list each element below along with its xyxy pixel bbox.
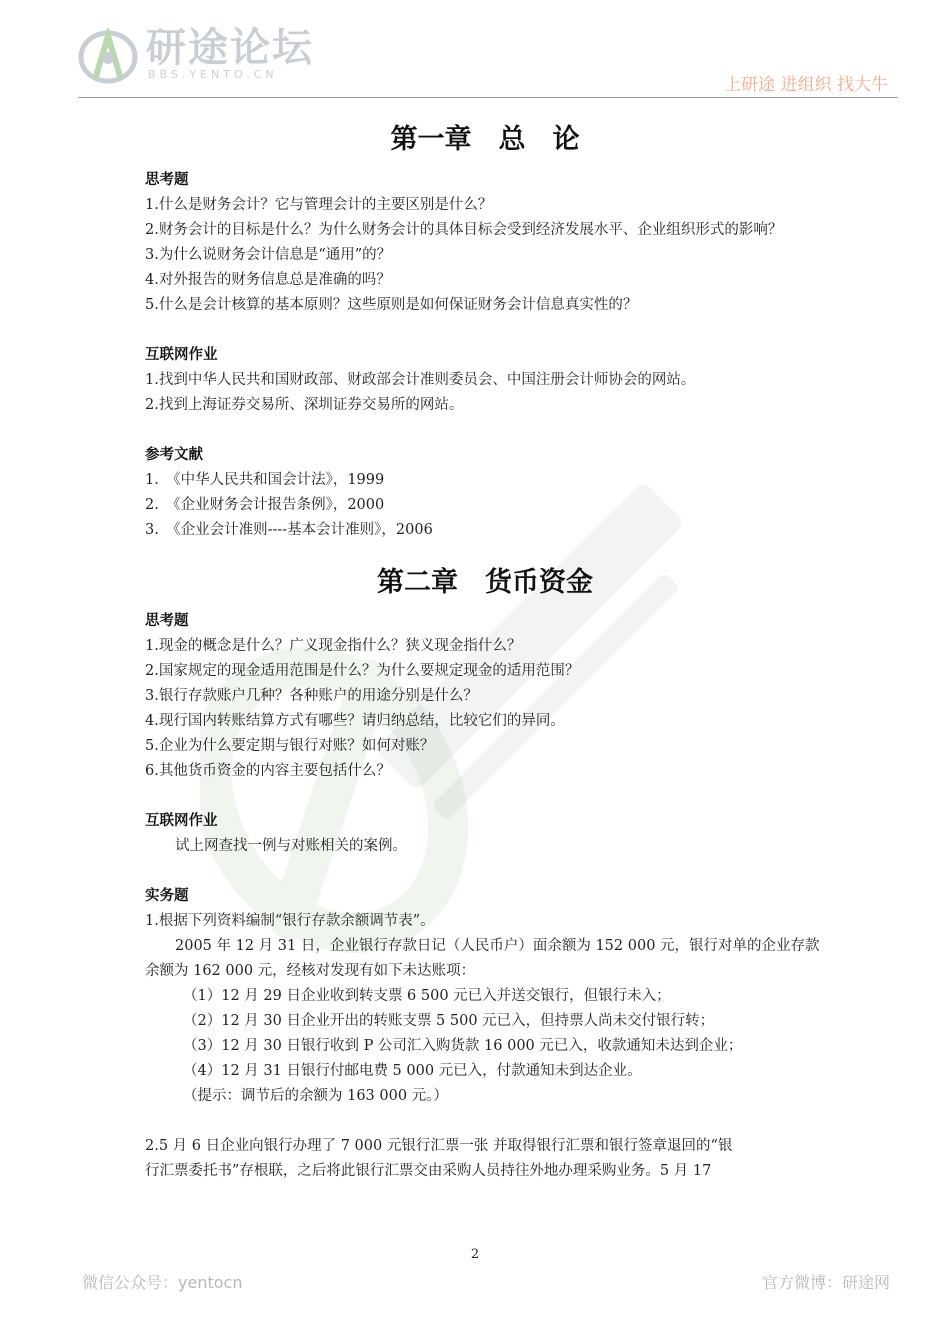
chapter2-practice-heading: 实务题: [145, 888, 189, 904]
list-item: （3）12 月 30 日银行收到 P 公司汇入购货款 16 000 元已入，收款通知未达到企业；: [183, 1038, 743, 1054]
list-item: 1.找到中华人民共和国财政部、财政部会计准则委员会、中国注册会计师协会的网站。: [145, 372, 696, 388]
list-item: 3. 《企业会计准则----基本会计准则》，2006: [145, 522, 433, 538]
list-item: 1.什么是财务会计？它与管理会计的主要区别是什么？: [145, 197, 493, 213]
list-item: （1）12 月 29 日企业收到转支票 6 500 元已入并送交银行，但银行未入；: [183, 988, 671, 1004]
problem1-hint: （提示：调节后的余额为 163 000 元。）: [183, 1088, 448, 1104]
list-item: 3.银行存款账户几种？各种账户的用途分别是什么？: [145, 688, 478, 704]
list-item: 2.财务会计的目标是什么？为什么财务会计的具体目标会受到经济发展水平、企业组织形式的影响？: [145, 222, 783, 238]
list-item: 5.什么是会计核算的基本原则？这些原则是如何保证财务会计信息真实性的？: [145, 297, 638, 313]
list-item: 4.现行国内转账结算方式有哪些？请归纳总结，比较它们的异同。: [145, 713, 565, 729]
list-item: 6.其他货币资金的内容主要包括什么？: [145, 763, 391, 779]
chapter2-web-heading: 互联网作业: [145, 813, 218, 829]
problem2-line2: 行汇票委托书”存根联，之后将此银行汇票交由采购人员持往外地办理采购业务。5 月 17: [145, 1163, 712, 1179]
list-item: 2. 《企业财务会计报告条例》，2000: [145, 497, 385, 513]
problem1-title: 1.根据下列资料编制“银行存款余额调节表”。: [145, 913, 435, 929]
header-divider: [78, 97, 898, 98]
list-item: 3.为什么说财务会计信息是“通用”的？: [145, 247, 392, 263]
footer-wechat: 微信公众号：yentocn: [82, 1273, 243, 1292]
list-item: 1. 《中华人民共和国会计法》，1999: [145, 472, 385, 488]
chapter2-title: 第二章 货币资金: [377, 567, 593, 598]
logo-icon: [78, 28, 138, 86]
list-item: （2）12 月 30 日企业开出的转账支票 5 500 元已入，但持票人尚未交付银行转；: [183, 1013, 715, 1029]
chapter2-think-heading: 思考题: [145, 613, 189, 629]
page-number: 2: [470, 1247, 480, 1262]
chapter1-web-heading: 互联网作业: [145, 347, 218, 363]
header-slogan: 上研途 进组织 找大牛: [724, 75, 888, 95]
logo-title: 研途论坛: [146, 25, 314, 71]
chapter1-think-heading: 思考题: [145, 172, 189, 188]
problem2-line1: 2.5 月 6 日企业向银行办理了 7 000 元银行汇票一张 并取得银行汇票和银行签章退回的“银: [145, 1138, 733, 1154]
page-header: [0, 0, 950, 100]
list-item: 2.找到上海证券交易所、深圳证券交易所的网站。: [145, 397, 464, 413]
logo-subtitle: BBS.YENTO.CN: [148, 68, 278, 81]
list-item: 4.对外报告的财务信息总是准确的吗？: [145, 272, 391, 288]
footer-weibo: 官方微博：研途网: [761, 1273, 890, 1292]
document-body: [145, 120, 825, 1184]
list-item: （4）12 月 31 日银行付邮电费 5 000 元已入，付款通知未到达企业。: [183, 1063, 642, 1079]
list-item: 2.国家规定的现金适用范围是什么？为什么要规定现金的适用范围？: [145, 663, 580, 679]
problem1-body: 2005 年 12 月 31 日，企业银行存款日记（人民币户）面余额为 152 000 元，银行对单的企业存款余额为 162 000 元，经核对发现有如下未达账项：: [145, 938, 820, 979]
list-item: 5.企业为什么要定期与银行对账？如何对账？: [145, 738, 435, 754]
chapter1-ref-heading: 参考文献: [145, 447, 203, 463]
web-assignment-text: 试上网查找一例与对账相关的案例。: [175, 838, 407, 854]
chapter1-title: 第一章 总 论: [390, 124, 580, 155]
list-item: 1.现金的概念是什么？广义现金指什么？狭义现金指什么？: [145, 638, 522, 654]
